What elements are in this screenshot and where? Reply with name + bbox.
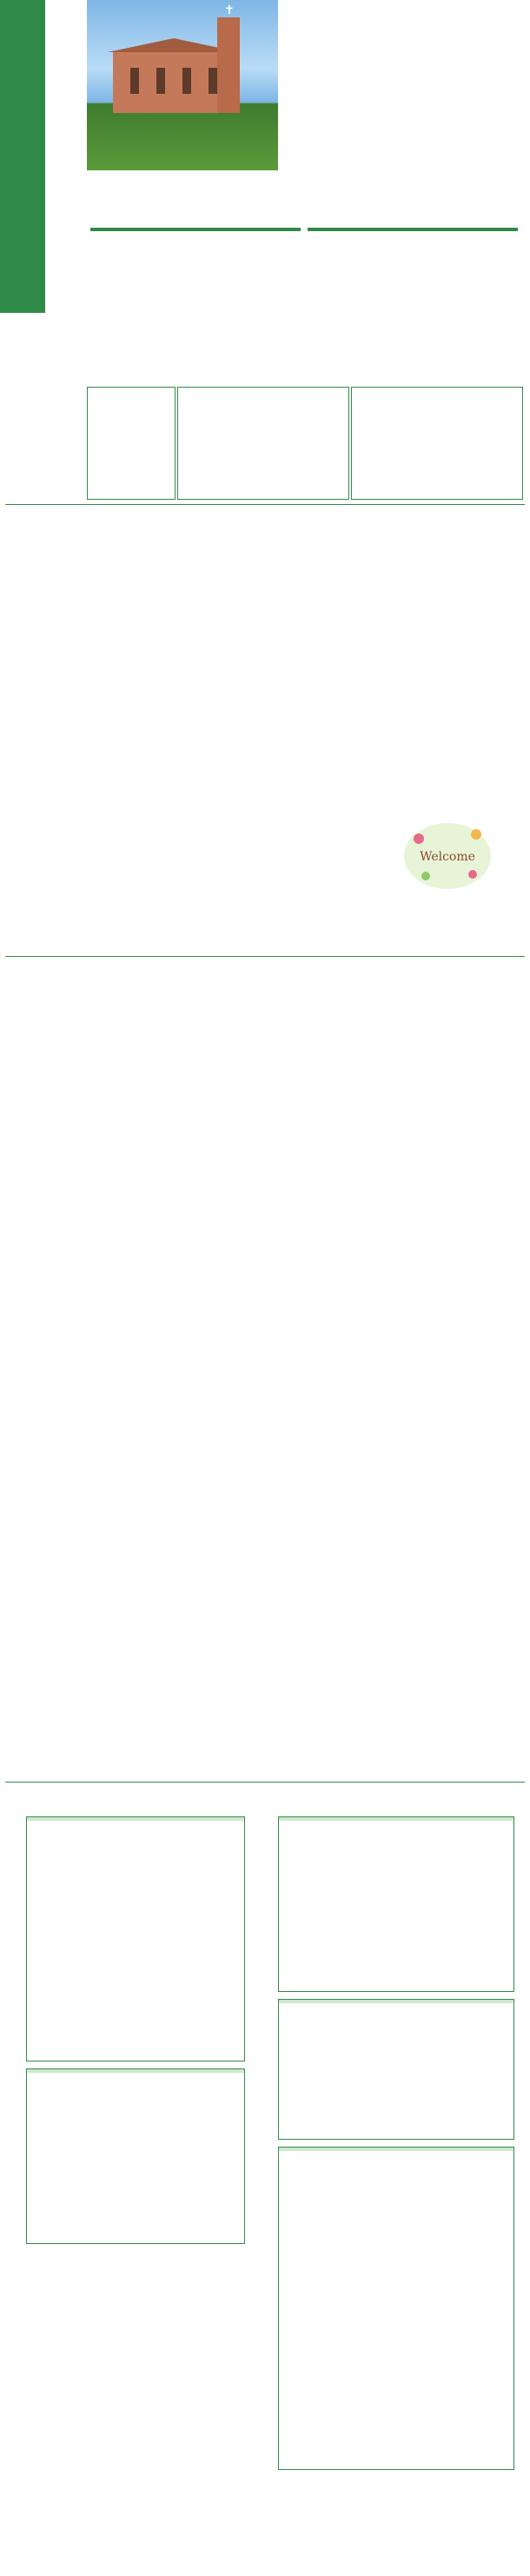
church-tower-image <box>217 17 240 113</box>
dawn-schedule-box <box>351 387 523 500</box>
church-building-image <box>113 52 235 113</box>
order-of-worship <box>87 228 521 231</box>
birthday-title <box>279 2000 513 2003</box>
next-schedule-box <box>177 387 349 500</box>
divider <box>5 504 525 505</box>
side-info <box>47 0 83 313</box>
revival-section <box>17 1499 252 1502</box>
worship-head-3 <box>308 228 518 231</box>
birthday-box <box>278 1999 514 2140</box>
welcome-graphic <box>400 808 495 895</box>
april-events-title <box>279 1817 513 1821</box>
weekly-prayer-box <box>26 1816 245 2061</box>
svg-text:Welcome: Welcome <box>420 850 475 864</box>
divider <box>5 1782 525 1783</box>
church-photo <box>87 0 278 170</box>
cross-icon: ✝ <box>224 3 235 17</box>
service-info-title <box>27 2069 244 2073</box>
today-schedule-box <box>87 387 176 500</box>
schedule-section <box>87 387 521 500</box>
worship-head-12 <box>90 228 301 231</box>
committee-title <box>279 2148 513 2151</box>
worship-title <box>130 191 356 229</box>
april-events-box <box>278 1816 514 1992</box>
committee-box <box>278 2147 514 2470</box>
masthead <box>0 0 45 313</box>
divider <box>5 956 525 957</box>
service-info-box <box>26 2068 245 2244</box>
